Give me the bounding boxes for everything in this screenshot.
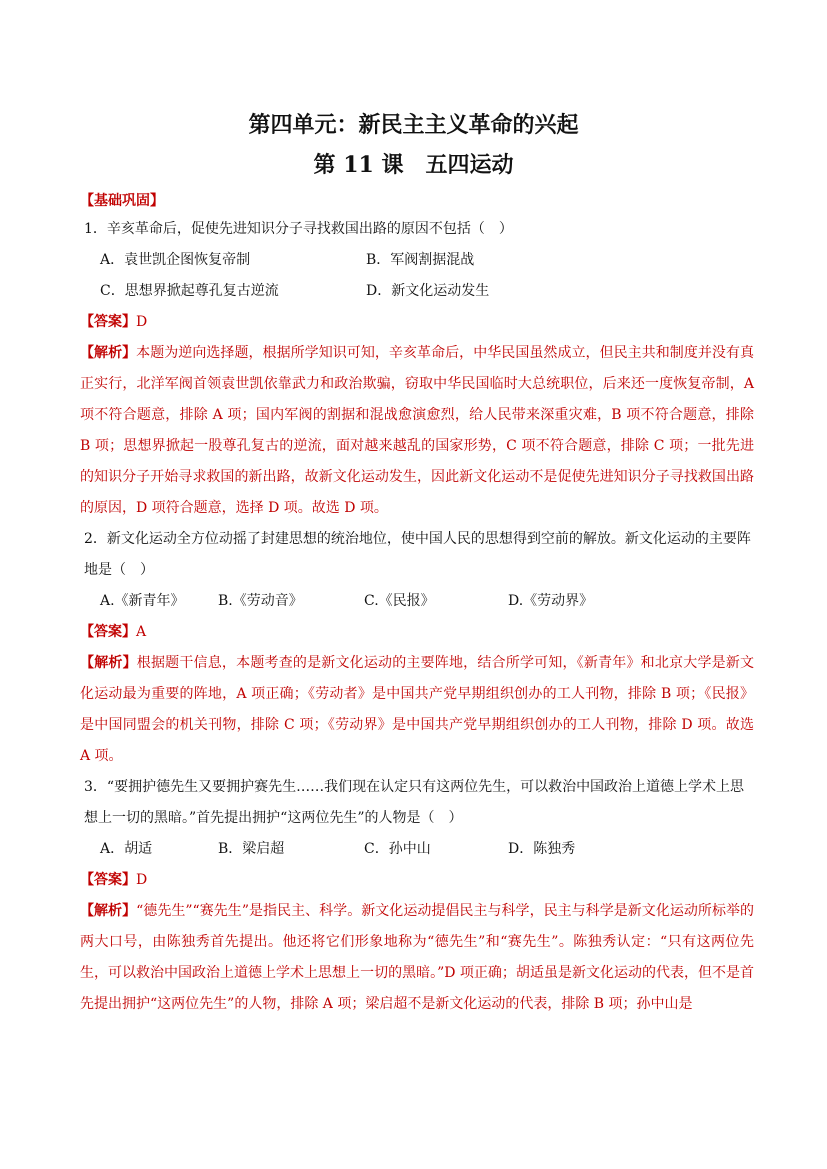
- option-d: D.《劳动界》: [508, 593, 594, 609]
- answer-value: A: [136, 624, 147, 640]
- answer-label: 【答案】: [80, 624, 136, 640]
- answer: [80, 307, 754, 338]
- lesson-title: 第 11 课 五四运动: [313, 152, 514, 178]
- option-a: A．袁世凯企图恢复帝制: [100, 252, 251, 268]
- option-a: A.《新青年》: [100, 593, 185, 609]
- option-a: A．胡适: [100, 841, 153, 857]
- answer-label: 【答案】: [80, 872, 136, 888]
- question-3: [80, 772, 754, 1020]
- analysis: [80, 648, 754, 772]
- option-c: C．孙中山: [364, 841, 431, 857]
- answer-value: D: [136, 314, 148, 330]
- option-row: [84, 586, 754, 617]
- option-row: [84, 276, 754, 307]
- question-stem: 2．新文化运动全方位动摇了封建思想的统治地位，使中国人民的思想得到空前的解放。新文化运动的主要阵地是（ ）: [84, 531, 751, 578]
- option-d: D．新文化运动发生: [366, 283, 490, 299]
- analysis-label: 【解析】: [80, 655, 137, 671]
- option-b: B．军阀割据混战: [366, 252, 475, 268]
- question-stem: 3．“要拥护德先生又要拥护赛先生……我们现在认定只有这两位先生，可以救治中国政治上道德上学术上思想上一切的黑暗。”首先提出拥护“这两位先生”的人物是（ ）: [84, 779, 745, 826]
- analysis-text: “德先生”“赛先生”是指民主、科学。新文化运动提倡民主与科学，民主与科学是新文化运动所标举的两大口号，由陈独秀首先提出。他还将它们形象地称为“德先生”和“赛先生”。陈独秀认定：“只有这两位先生，可以救治中国政治上道德上学术上思想上一切的黑暗。”D 项正确；胡适虽是新文化运动的代表，但不是首先提出拥护“这两位先生”的人物，排除 A 项；梁启超不是新文化运动的代表，排除 B 项；孙中山是: [80, 903, 754, 1012]
- option-b: B．梁启超: [218, 841, 285, 857]
- analysis-text: 本题为逆向选择题，根据所学知识可知，辛亥革命后，中华民国虽然成立，但民主共和制度并没有真正实行，北洋军阀首领袁世凯依靠武力和政治欺骗，窃取中华民国临时大总统职位，后来还一度恢复帝制，A 项不符合题意，排除 A 项；国内军阀的割据和混战愈演愈烈，给人民带来深重灾难，B 项不符合题意，排除 B 项；思想界掀起一股尊孔复古的逆流，面对越来越乱的国家形势，C 项不符合题意，排除 C 项；一批先进的知识分子开始寻求救国的新出路，故新文化运动发生，因此新文化运动不是促使先进知识分子寻找救国出路的原因，D 项符合题意，选择 D 项。故选 D 项。: [80, 345, 754, 516]
- option-c: C.《民报》: [364, 593, 435, 609]
- analysis: [80, 896, 754, 1020]
- answer-label: 【答案】: [80, 314, 136, 330]
- unit-title: 第四单元：新民主主义革命的兴起: [248, 112, 579, 138]
- option-d: D．陈独秀: [508, 841, 576, 857]
- question-1: [80, 214, 754, 524]
- option-row: [84, 245, 754, 276]
- analysis-text: 根据题干信息，本题考查的是新文化运动的主要阵地，结合所学可知，《新青年》和北京大学是新文化运动最为重要的阵地，A 项正确；《劳动者》是中国共产党早期组织创办的工人刊物，排除 B 项；《民报》是中国同盟会的机关刊物，排除 C 项；《劳动界》是中国共产党早期组织创办的工人刊物，排除 D 项。故选 A 项。: [80, 655, 755, 764]
- analysis-label: 【解析】: [80, 903, 137, 919]
- option-b: B.《劳动音》: [218, 593, 303, 609]
- answer: [80, 865, 754, 896]
- content: [80, 190, 755, 1020]
- section-label: 【基础巩固】: [80, 193, 164, 209]
- option-row: [84, 834, 754, 865]
- answer: [80, 617, 754, 648]
- question-2: [80, 524, 755, 772]
- title-block: [0, 108, 827, 182]
- analysis-label: 【解析】: [80, 345, 137, 361]
- question-stem: 1．辛亥革命后，促使先进知识分子寻找救国出路的原因不包括（ ）: [84, 221, 513, 237]
- answer-value: D: [136, 872, 148, 888]
- option-c: C．思想界掀起尊孔复古逆流: [100, 283, 279, 299]
- analysis: [80, 338, 754, 524]
